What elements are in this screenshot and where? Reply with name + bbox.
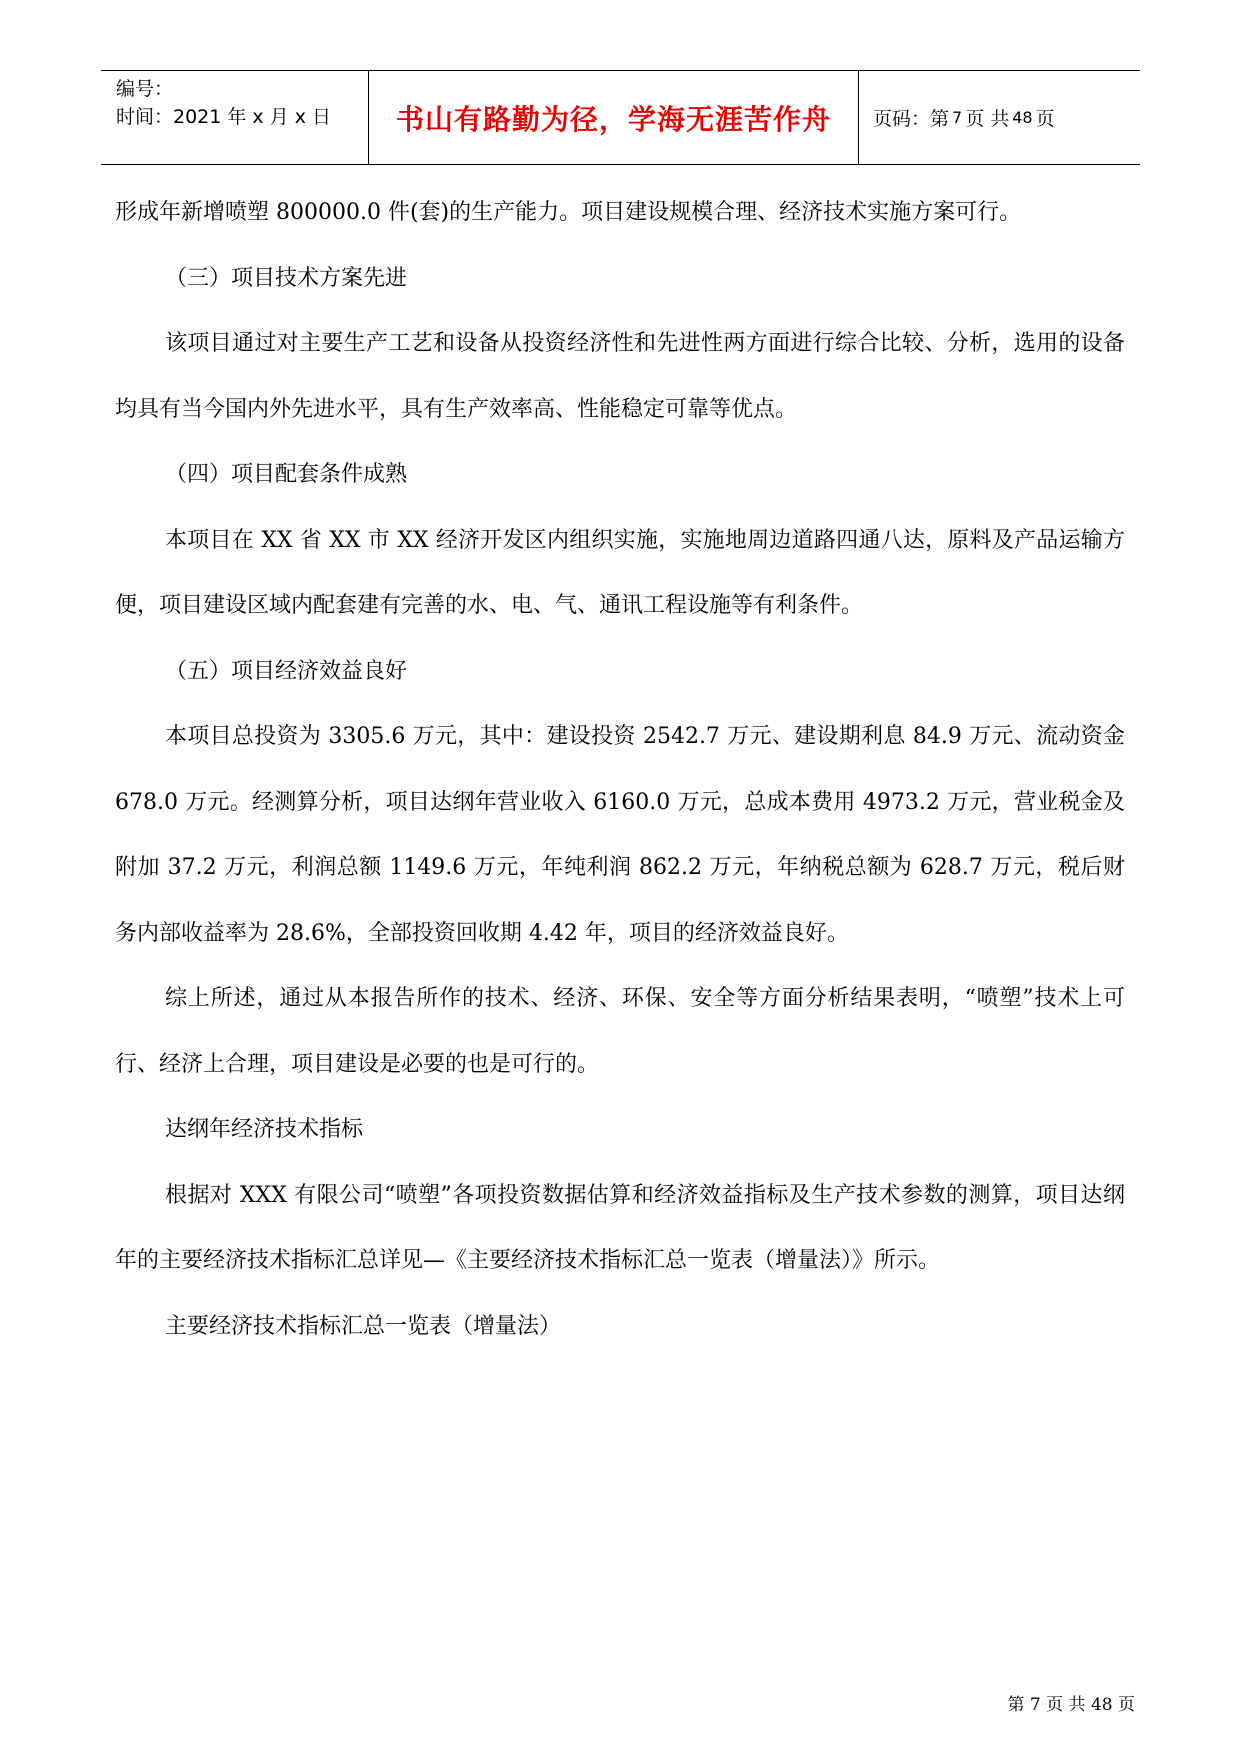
paragraph: 本项目在 XX 省 XX 市 XX 经济开发区内组织实施，实施地周边道路四通八达，原料及产品运输方便，项目建设区域内配套建有完善的水、电、气、通讯工程设施等有利条件。 [115,527,1125,618]
paragraph: 该项目通过对主要生产工艺和设备从投资经济性和先进性两方面进行综合比较、分析，选用的设备均具有当今国内外先进水平，具有生产效率高、性能稳定可靠等优点。 [115,331,1125,422]
header-motto-cell [368,71,859,164]
serial-label: 编号： [116,78,174,100]
section-heading: （五）项目经济效益良好 [165,658,408,684]
page-prefix: 页码：第 [873,108,950,130]
section-heading: （三）项目技术方案先进 [165,265,408,291]
page-footer: 第 7 页 共 48 页 [1007,1695,1135,1715]
paragraph: 根据对 XXX 有限公司“喷塑”各项投资数据估算和经济效益指标及生产技术参数的测算，项目达纲年的主要经济技术指标汇总详见—《主要经济技术指标汇总一览表（增量法）》所示。 [115,1182,1125,1273]
paragraph: 本项目总投资为 3305.6 万元，其中：建设投资 2542.7 万元、建设期利息 84.9 万元、流动资金 678.0 万元。经测算分析，项目达纲年营业收入 6160.0 万元，总成本费用 4973.2 万元，营业税金及附加 37.2 万元，利润总额 1149.6 万元，年纯利润 862.2 万元，年纳税总额为 628.7 万元，税后财务内部收益率为 28.6%，全部投资回收期 4.42 年，项目的经济效益良好。 [115,724,1125,946]
header-meta [101,71,368,164]
page-mid: 页 共 [965,108,1010,130]
paragraph: 综上所述，通过从本报告所作的技术、经济、环保、安全等方面分析结果表明，“喷塑”技术上可行、经济上合理，项目建设是必要的也是可行的。 [115,986,1125,1077]
motto: 书山有路勤为径，学海无涯苦作舟 [395,102,831,136]
time-label: 时间：2021 年 x 月 x 日 [116,106,332,128]
page-suffix: 页 [1035,108,1055,130]
paragraph: 形成年新增喷塑 800000.0 件(套)的生产能力。项目建设规模合理、经济技术实施方案可行。 [115,200,1022,225]
table-caption: 主要经济技术指标汇总一览表（增量法） [165,1313,562,1339]
page-number: 7 [952,108,963,127]
section-heading: 达纲年经济技术指标 [165,1117,364,1142]
section-heading: （四）项目配套条件成熟 [165,462,408,487]
page-header [101,70,1140,165]
document-body [115,180,1125,1359]
header-page-info [859,71,1140,164]
page-total: 48 [1012,108,1033,127]
